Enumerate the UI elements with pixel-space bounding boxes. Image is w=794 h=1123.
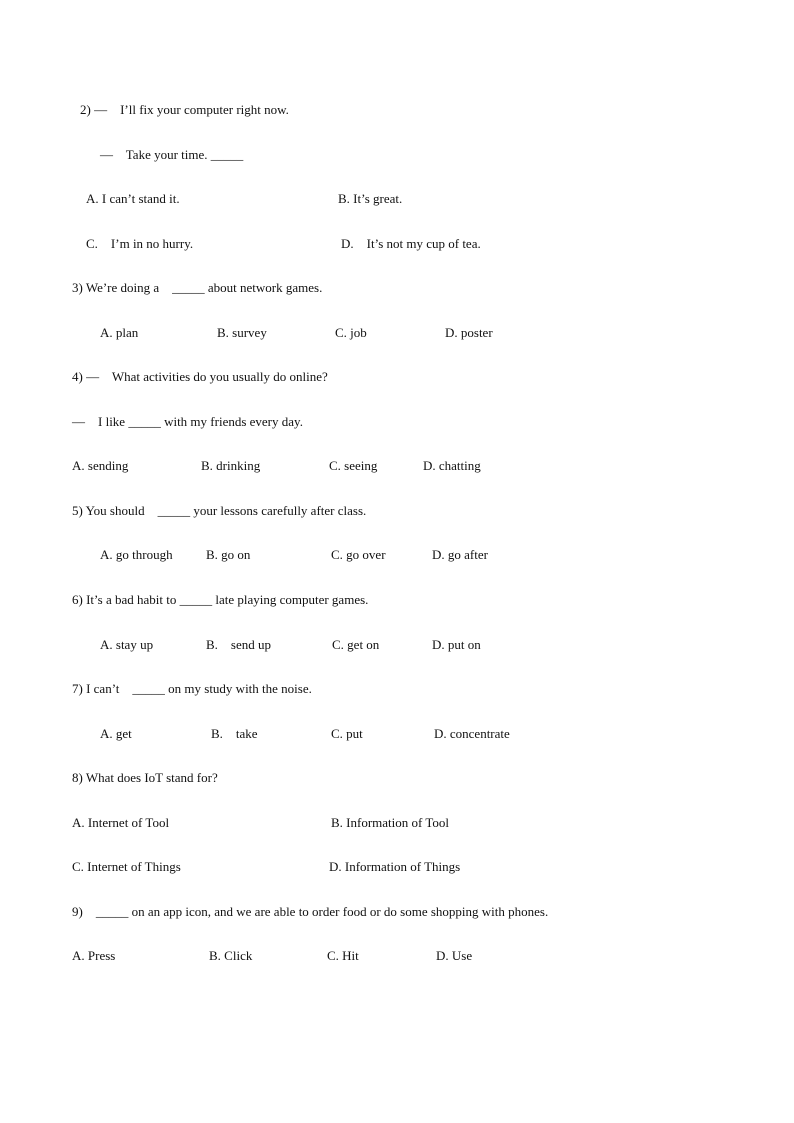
q5-option-b: B. go on [206,547,251,562]
q2-option-b: B. It’s great. [338,191,403,206]
q7-option-b: B. take [211,726,258,741]
q3-option-a: A. plan [100,325,139,340]
q7-option-c: C. put [331,726,363,741]
q2-option-a: A. I can’t stand it. [86,191,180,206]
q8-option-c: C. Internet of Things [72,859,181,874]
q6-option-c: C. get on [332,637,380,652]
q6-option-b: B. send up [206,637,271,652]
q2-line1: 2) — I’ll fix your computer right now. [80,102,289,117]
q4-line1: 4) — What activities do you usually do online? [72,369,328,384]
q4-option-d: D. chatting [423,458,481,473]
q9-option-a: A. Press [72,948,116,963]
q5-stem: 5) You should _____ your lessons carefully after class. [72,503,367,518]
q6-option-d: D. put on [432,637,481,652]
q7-stem: 7) I can’t _____ on my study with the noise. [72,681,312,696]
q5-option-c: C. go over [331,547,386,562]
q3-stem: 3) We’re doing a _____ about network games. [72,280,323,295]
q8-option-a: A. Internet of Tool [72,815,170,830]
q2-option-d: D. It’s not my cup of tea. [341,236,481,251]
q3-option-d: D. poster [445,325,493,340]
q6-stem: 6) It’s a bad habit to _____ late playing computer games. [72,592,369,607]
q4-option-c: C. seeing [329,458,378,473]
q7-option-d: D. concentrate [434,726,510,741]
q6-option-a: A. stay up [100,637,154,652]
q4-option-b: B. drinking [201,458,261,473]
q9-option-c: C. Hit [327,948,359,963]
q8-option-b: B. Information of Tool [331,815,450,830]
q9-option-d: D. Use [436,948,473,963]
q5-option-d: D. go after [432,547,488,562]
q8-option-d: D. Information of Things [329,859,461,874]
q2-line2: — Take your time. _____ [100,147,244,162]
q7-option-a: A. get [100,726,132,741]
q4-option-a: A. sending [72,458,129,473]
q5-option-a: A. go through [100,547,173,562]
q3-option-b: B. survey [217,325,267,340]
q9-option-b: B. Click [209,948,253,963]
q8-stem: 8) What does IoT stand for? [72,770,218,785]
q4-line2: — I like _____ with my friends every day. [72,414,303,429]
q3-option-c: C. job [335,325,367,340]
q9-stem: 9) _____ on an app icon, and we are able to order food or do some shopping with phones. [72,904,549,919]
q2-option-c: C. I’m in no hurry. [86,236,194,251]
